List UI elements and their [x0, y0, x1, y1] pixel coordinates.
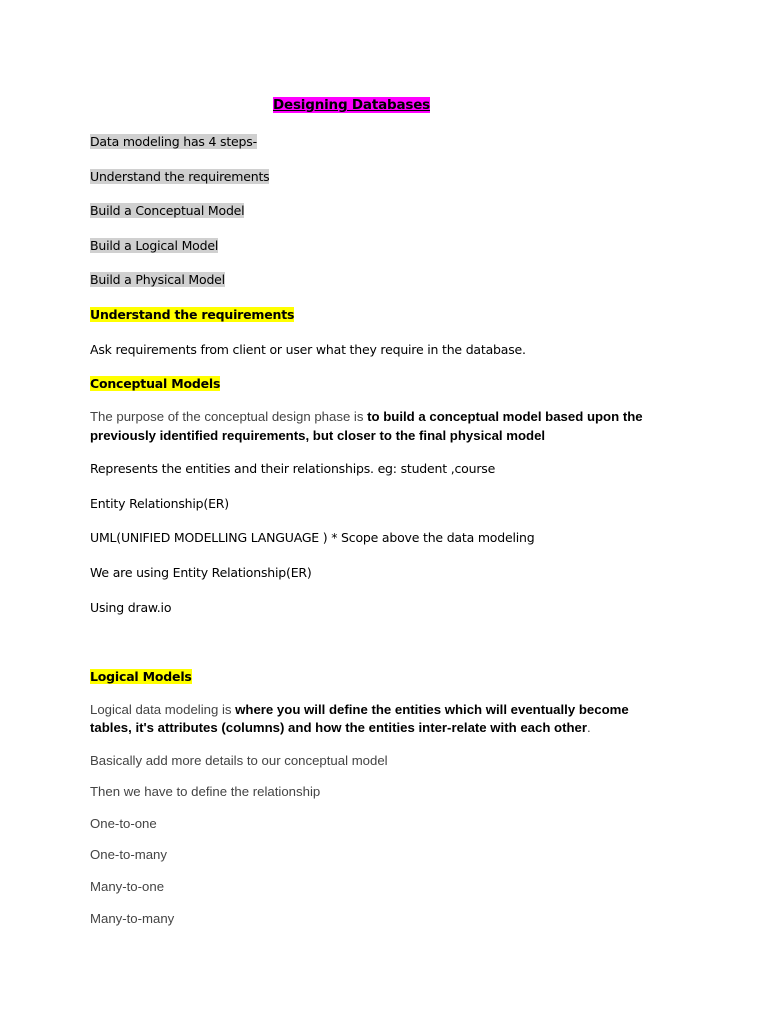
requirements-text: Ask requirements from client or user what they require in the database. — [90, 342, 526, 357]
conceptual-heading-text: Conceptual Models — [90, 376, 221, 391]
conceptual-purpose-bold-2: previously identified requirements, but closer to the final physical model — [90, 428, 546, 443]
conceptual-heading — [90, 375, 220, 392]
relationship-type-item: One-to-many — [90, 847, 167, 862]
steps-intro — [90, 133, 257, 150]
conceptual-line: UML(UNIFIED MODELLING LANGUAGE ) * Scope above the data modeling — [90, 530, 535, 545]
logical-definition-prefix: Logical data modeling is — [90, 702, 236, 717]
conceptual-purpose-prefix: The purpose of the conceptual design phase is — [90, 409, 368, 424]
logical-heading-text: Logical Models — [90, 669, 192, 684]
step-4-text: Build a Physical Model — [90, 272, 225, 287]
conceptual-line: Represents the entities and their relationships. eg: student ,course — [90, 461, 496, 476]
step-item — [90, 168, 269, 185]
logical-definition-bold-1: where you will define the entities which will eventually become — [235, 702, 629, 717]
document-title — [273, 96, 430, 114]
requirements-heading — [90, 306, 294, 323]
logical-definition-suffix: . — [587, 720, 591, 735]
logical-definition-bold-2: tables, it's attributes (columns) and how the entities inter-relate with each other — [90, 720, 588, 735]
step-item — [90, 271, 225, 288]
conceptual-line: We are using Entity Relationship(ER) — [90, 565, 312, 580]
conceptual-line: Using draw.io — [90, 600, 172, 615]
step-1-text: Understand the requirements — [90, 169, 270, 184]
conceptual-purpose-line-2 — [90, 427, 545, 444]
conceptual-purpose-line-1 — [90, 408, 643, 425]
step-item — [90, 202, 244, 219]
logical-line: Basically add more details to our conceptual model — [90, 753, 388, 768]
conceptual-line: Entity Relationship(ER) — [90, 496, 229, 511]
step-3-text: Build a Logical Model — [90, 238, 219, 253]
logical-heading — [90, 668, 192, 685]
relationship-type-item: Many-to-many — [90, 911, 175, 926]
step-item — [90, 237, 218, 254]
title-text: Designing Databases — [273, 97, 430, 113]
logical-line: Then we have to define the relationship — [90, 784, 321, 799]
logical-definition-line-2 — [90, 719, 591, 736]
requirements-heading-text: Understand the requirements — [90, 307, 295, 322]
conceptual-purpose-bold-1: to build a conceptual model based upon the — [367, 409, 643, 424]
logical-definition-line-1 — [90, 701, 629, 718]
step-2-text: Build a Conceptual Model — [90, 203, 245, 218]
relationship-type-item: Many-to-one — [90, 879, 165, 894]
steps-intro-text: Data modeling has 4 steps- — [90, 134, 257, 149]
relationship-type-item: One-to-one — [90, 816, 157, 831]
